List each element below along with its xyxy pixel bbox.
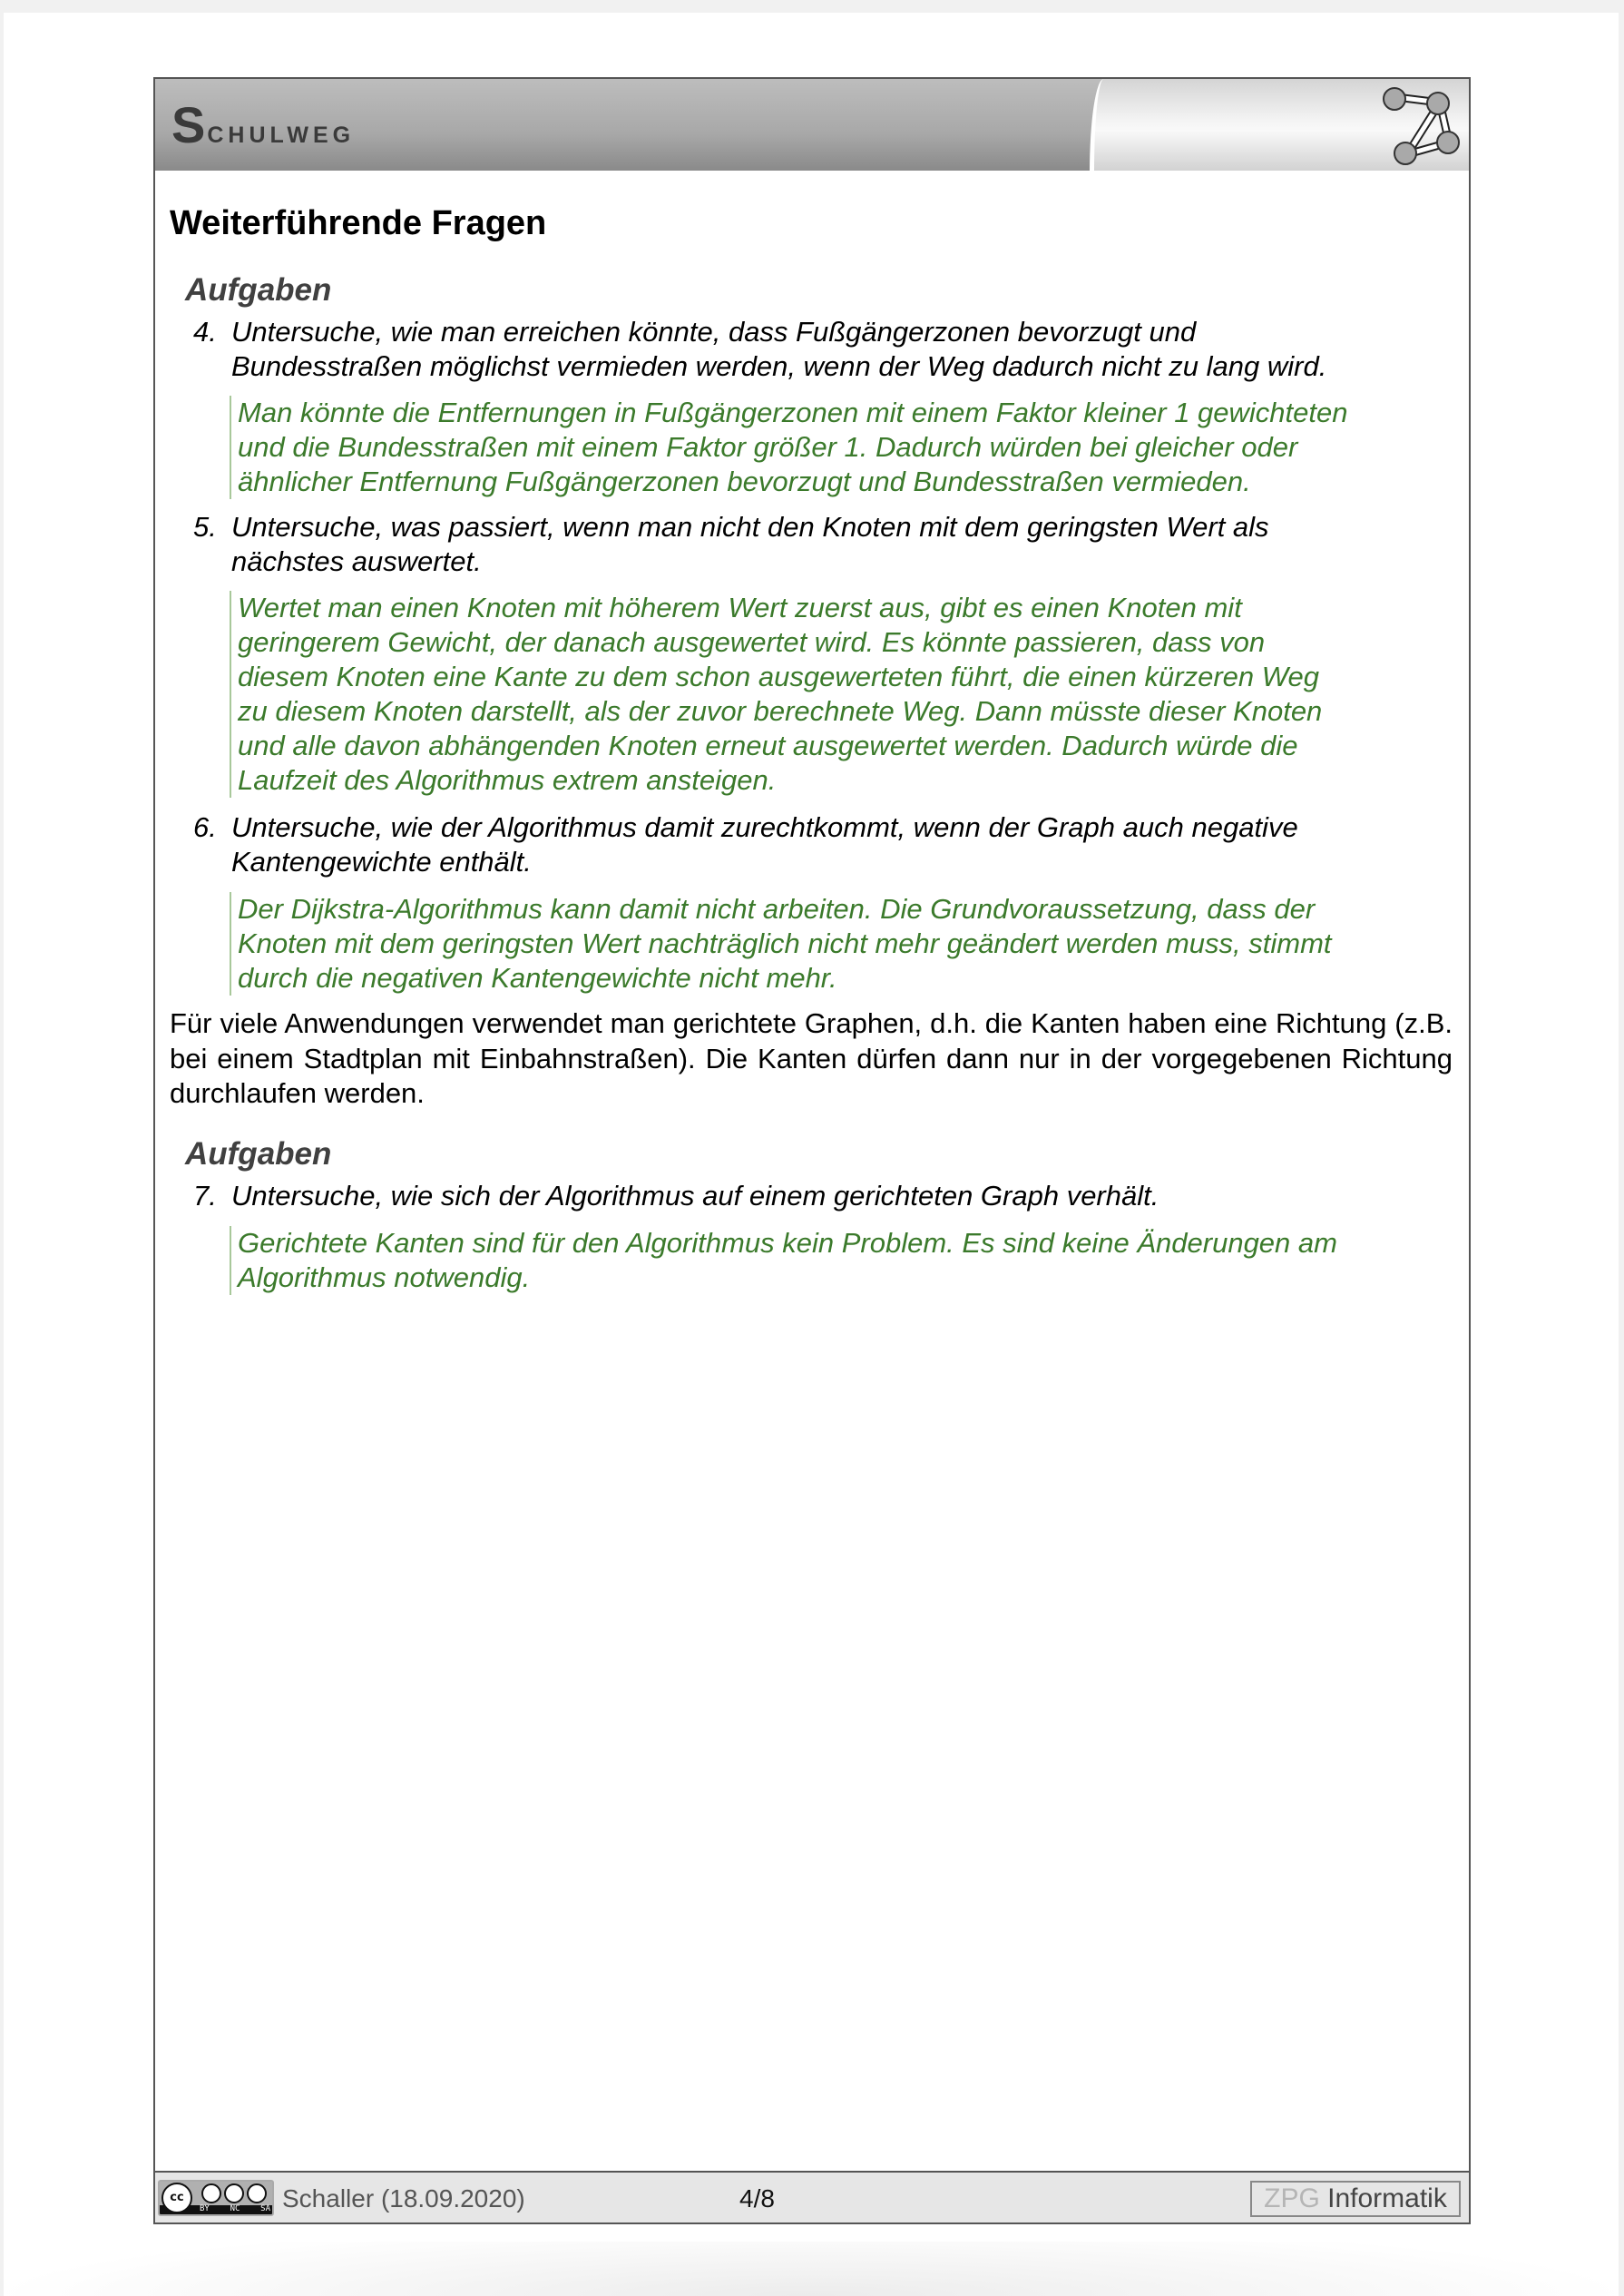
zpg-informatik-logo <box>1250 2181 1461 2217</box>
cc-license-badge[interactable] <box>158 2180 274 2216</box>
task-number: 4. <box>193 316 217 348</box>
section-heading: Aufgaben <box>185 272 332 308</box>
task-number: 5. <box>193 511 217 543</box>
task-answer: Gerichtete Kanten sind für den Algorithmus kein Problem. Es sind keine Änderungen am Algorithmus notwendig. <box>230 1226 1472 1295</box>
task-answer: Wertet man einen Knoten mit höherem Wert zuerst aus, gibt es einen Knoten mit geringerem Gewicht, der danach ausgewertet wird. Es könnte passieren, dass von diesem Knoten eine Kante zu dem schon ausgewerteten führt, die einen kürzeren Weg zu diesem Knoten darstellt, als der zuvor berechnete Weg. Dann müsste dieser Knoten und alle davon abhängenden Knoten erneut ausgewertet werden. Dadurch würde die Laufzeit des Algorithmus extrem ansteigen. <box>230 591 1472 798</box>
header-title-initial: S <box>171 96 208 153</box>
graph-node <box>1384 88 1405 110</box>
cc-label-by: BY <box>200 2204 210 2213</box>
author-date: Schaller (18.09.2020) <box>282 2184 525 2213</box>
task-question: Untersuche, wie man erreichen könnte, dass Fußgängerzonen bevorzugt und Bundesstraßen möglichst vermieden werden, wenn der Weg dadurch nicht zu lang wird. <box>231 316 1327 382</box>
task-item <box>193 510 1454 579</box>
graph-icon <box>1369 79 1469 170</box>
header-title-rest: chulweg <box>207 113 356 150</box>
page-title: Weiterführende Fragen <box>170 204 547 242</box>
by-attribution-icon <box>201 2183 221 2203</box>
cc-label-sa: SA <box>260 2204 270 2213</box>
sharealike-icon <box>247 2183 267 2203</box>
section-heading: Aufgaben <box>185 1136 332 1172</box>
task-item <box>193 315 1454 384</box>
task-number: 7. <box>193 1180 217 1212</box>
task-question: Untersuche, wie der Algorithmus damit zurechtkommt, wenn der Graph auch negative Kantengewichte enthält. <box>231 811 1298 878</box>
graph-node <box>1427 93 1449 114</box>
task-item <box>193 810 1454 879</box>
cc-label-nc: NC <box>230 2204 240 2213</box>
informatik-label: Informatik <box>1327 2183 1447 2213</box>
page-header <box>153 77 1471 171</box>
task-number: 6. <box>193 811 217 843</box>
page-number: 4/8 <box>739 2184 775 2213</box>
body-paragraph: Für viele Anwendungen verwendet man gerichtete Graphen, d.h. die Kanten haben eine Richtung (z.B. bei einem Stadtplan mit Einbahnstraßen). Die Kanten dürfen dann nur in der vorgegebenen Richtung durchlaufen werden. <box>170 1007 1453 1109</box>
cc-labels <box>200 2204 270 2213</box>
task-question: Untersuche, was passiert, wenn man nicht den Knoten mit dem geringsten Wert als nächstes auswertet. <box>231 511 1269 577</box>
task-answer: Man könnte die Entfernungen in Fußgängerzonen mit einem Faktor kleiner 1 gewichteten und die Bundesstraßen mit einem Faktor größer 1. Dadurch würden bei gleicher oder ähnlicher Entfernung Fußgängerzonen bevorzugt und Bundesstraßen vermieden. <box>230 396 1472 499</box>
header-title <box>171 95 355 154</box>
cc-icon: cc <box>161 2183 192 2213</box>
noncommercial-icon <box>224 2183 244 2203</box>
graph-node <box>1437 132 1459 153</box>
page-footer <box>153 2171 1471 2224</box>
task-answer: Der Dijkstra-Algorithmus kann damit nicht arbeiten. Die Grundvoraussetzung, dass der Knoten mit dem geringsten Wert nachträglich nicht mehr geändert werden muss, stimmt durch die negativen Kantengewichte nicht mehr. <box>230 892 1472 996</box>
zpg-label: ZPG <box>1264 2183 1320 2213</box>
graph-node <box>1394 142 1416 164</box>
task-item <box>193 1179 1454 1213</box>
task-question: Untersuche, wie sich der Algorithmus auf einem gerichteten Graph verhält. <box>231 1180 1159 1212</box>
